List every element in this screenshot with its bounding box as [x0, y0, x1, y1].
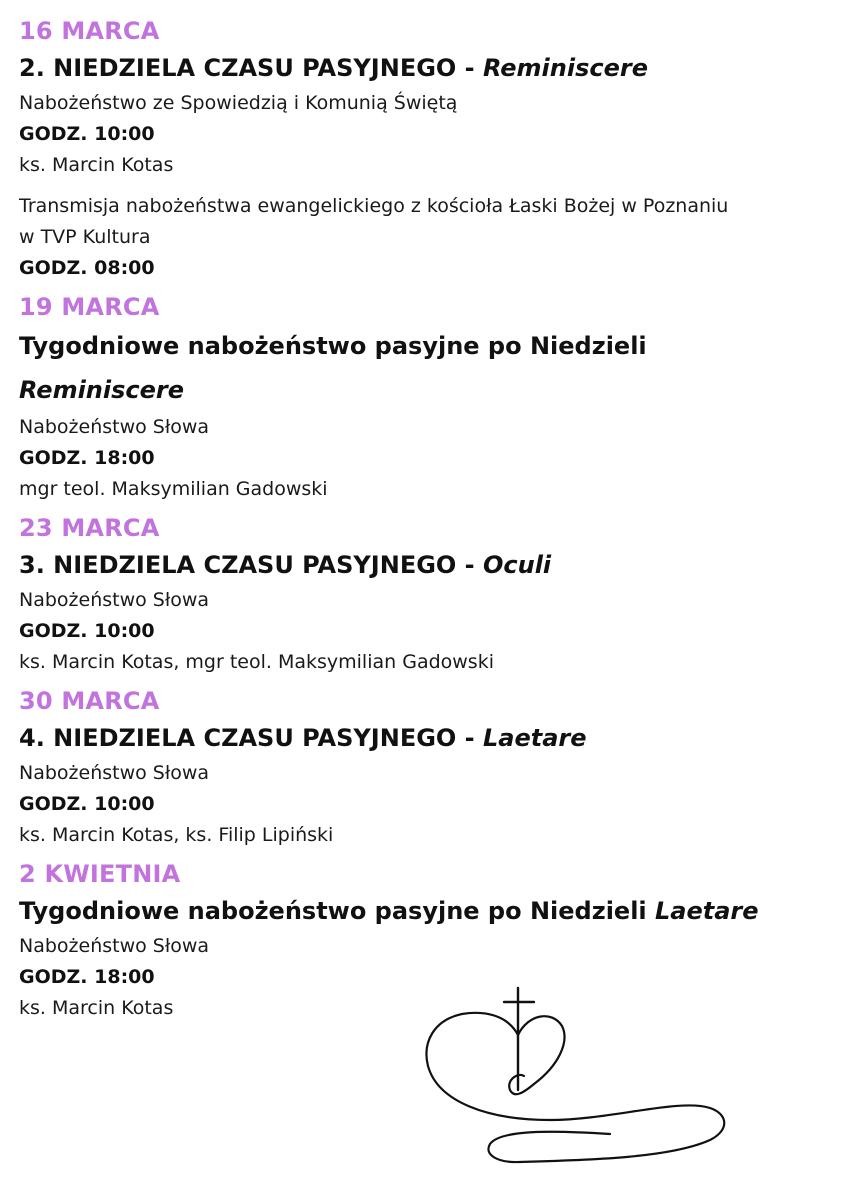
event-title-text: 2. NIEDZIELA CZASU PASYJNEGO -	[19, 54, 483, 82]
event-title	[19, 545, 829, 585]
broadcast-text-line1: Transmisja nabożeństwa ewangelickiego z kościoła Łaski Bożej w Poznaniu	[19, 195, 729, 217]
event-minister: ks. Marcin Kotas, mgr teol. Maksymilian Gadowski	[19, 651, 494, 673]
event-title	[19, 718, 829, 758]
heart-cross-icon	[410, 980, 740, 1180]
event-date: 30 MARCA	[19, 687, 160, 715]
schedule-document	[19, 14, 829, 1030]
event-minister: ks. Marcin Kotas, ks. Filip Lipiński	[19, 824, 334, 846]
event-date: 2 KWIETNIA	[19, 860, 181, 888]
event-19-march	[19, 290, 829, 505]
event-time: GODZ. 10:00	[19, 620, 155, 642]
event-minister: mgr teol. Maksymilian Gadowski	[19, 478, 328, 500]
spacer	[19, 181, 829, 191]
event-minister: ks. Marcin Kotas	[19, 997, 174, 1019]
event-title-italic: Oculi	[482, 551, 552, 579]
event-title	[19, 48, 829, 88]
heart-swash	[426, 1013, 724, 1162]
event-date: 19 MARCA	[19, 293, 160, 321]
event-service: Nabożeństwo Słowa	[19, 762, 210, 784]
event-title	[19, 891, 829, 931]
event-title-italic: Reminiscere	[482, 54, 648, 82]
event-16-march	[19, 14, 829, 284]
event-service: Nabożeństwo Słowa	[19, 935, 210, 957]
event-23-march	[19, 511, 829, 678]
event-title-italic: Laetare	[482, 724, 587, 752]
event-service: Nabożeństwo ze Spowiedzią i Komunią Świętą	[19, 92, 458, 114]
event-service: Nabożeństwo Słowa	[19, 416, 210, 438]
event-date: 16 MARCA	[19, 17, 160, 45]
event-title-text: 4. NIEDZIELA CZASU PASYJNEGO -	[19, 724, 483, 752]
event-title: Tygodniowe nabożeństwo pasyjne po Niedzieli	[19, 332, 647, 360]
broadcast-text-line2: w TVP Kultura	[19, 226, 151, 248]
event-service: Nabożeństwo Słowa	[19, 589, 210, 611]
event-time: GODZ. 18:00	[19, 966, 155, 988]
event-title-text: Tygodniowe nabożeństwo pasyjne po Niedzieli	[19, 897, 655, 925]
event-30-march	[19, 684, 829, 851]
broadcast-time: GODZ. 08:00	[19, 257, 155, 279]
event-time: GODZ. 10:00	[19, 793, 155, 815]
event-time: GODZ. 10:00	[19, 123, 155, 145]
event-title-italic-line	[19, 368, 829, 412]
event-minister: ks. Marcin Kotas	[19, 154, 174, 176]
event-title-text: 3. NIEDZIELA CZASU PASYJNEGO -	[19, 551, 483, 579]
event-date: 23 MARCA	[19, 514, 160, 542]
event-title-italic: Laetare	[655, 897, 759, 925]
event-time: GODZ. 18:00	[19, 447, 155, 469]
event-title-italic: Reminiscere	[19, 376, 185, 404]
